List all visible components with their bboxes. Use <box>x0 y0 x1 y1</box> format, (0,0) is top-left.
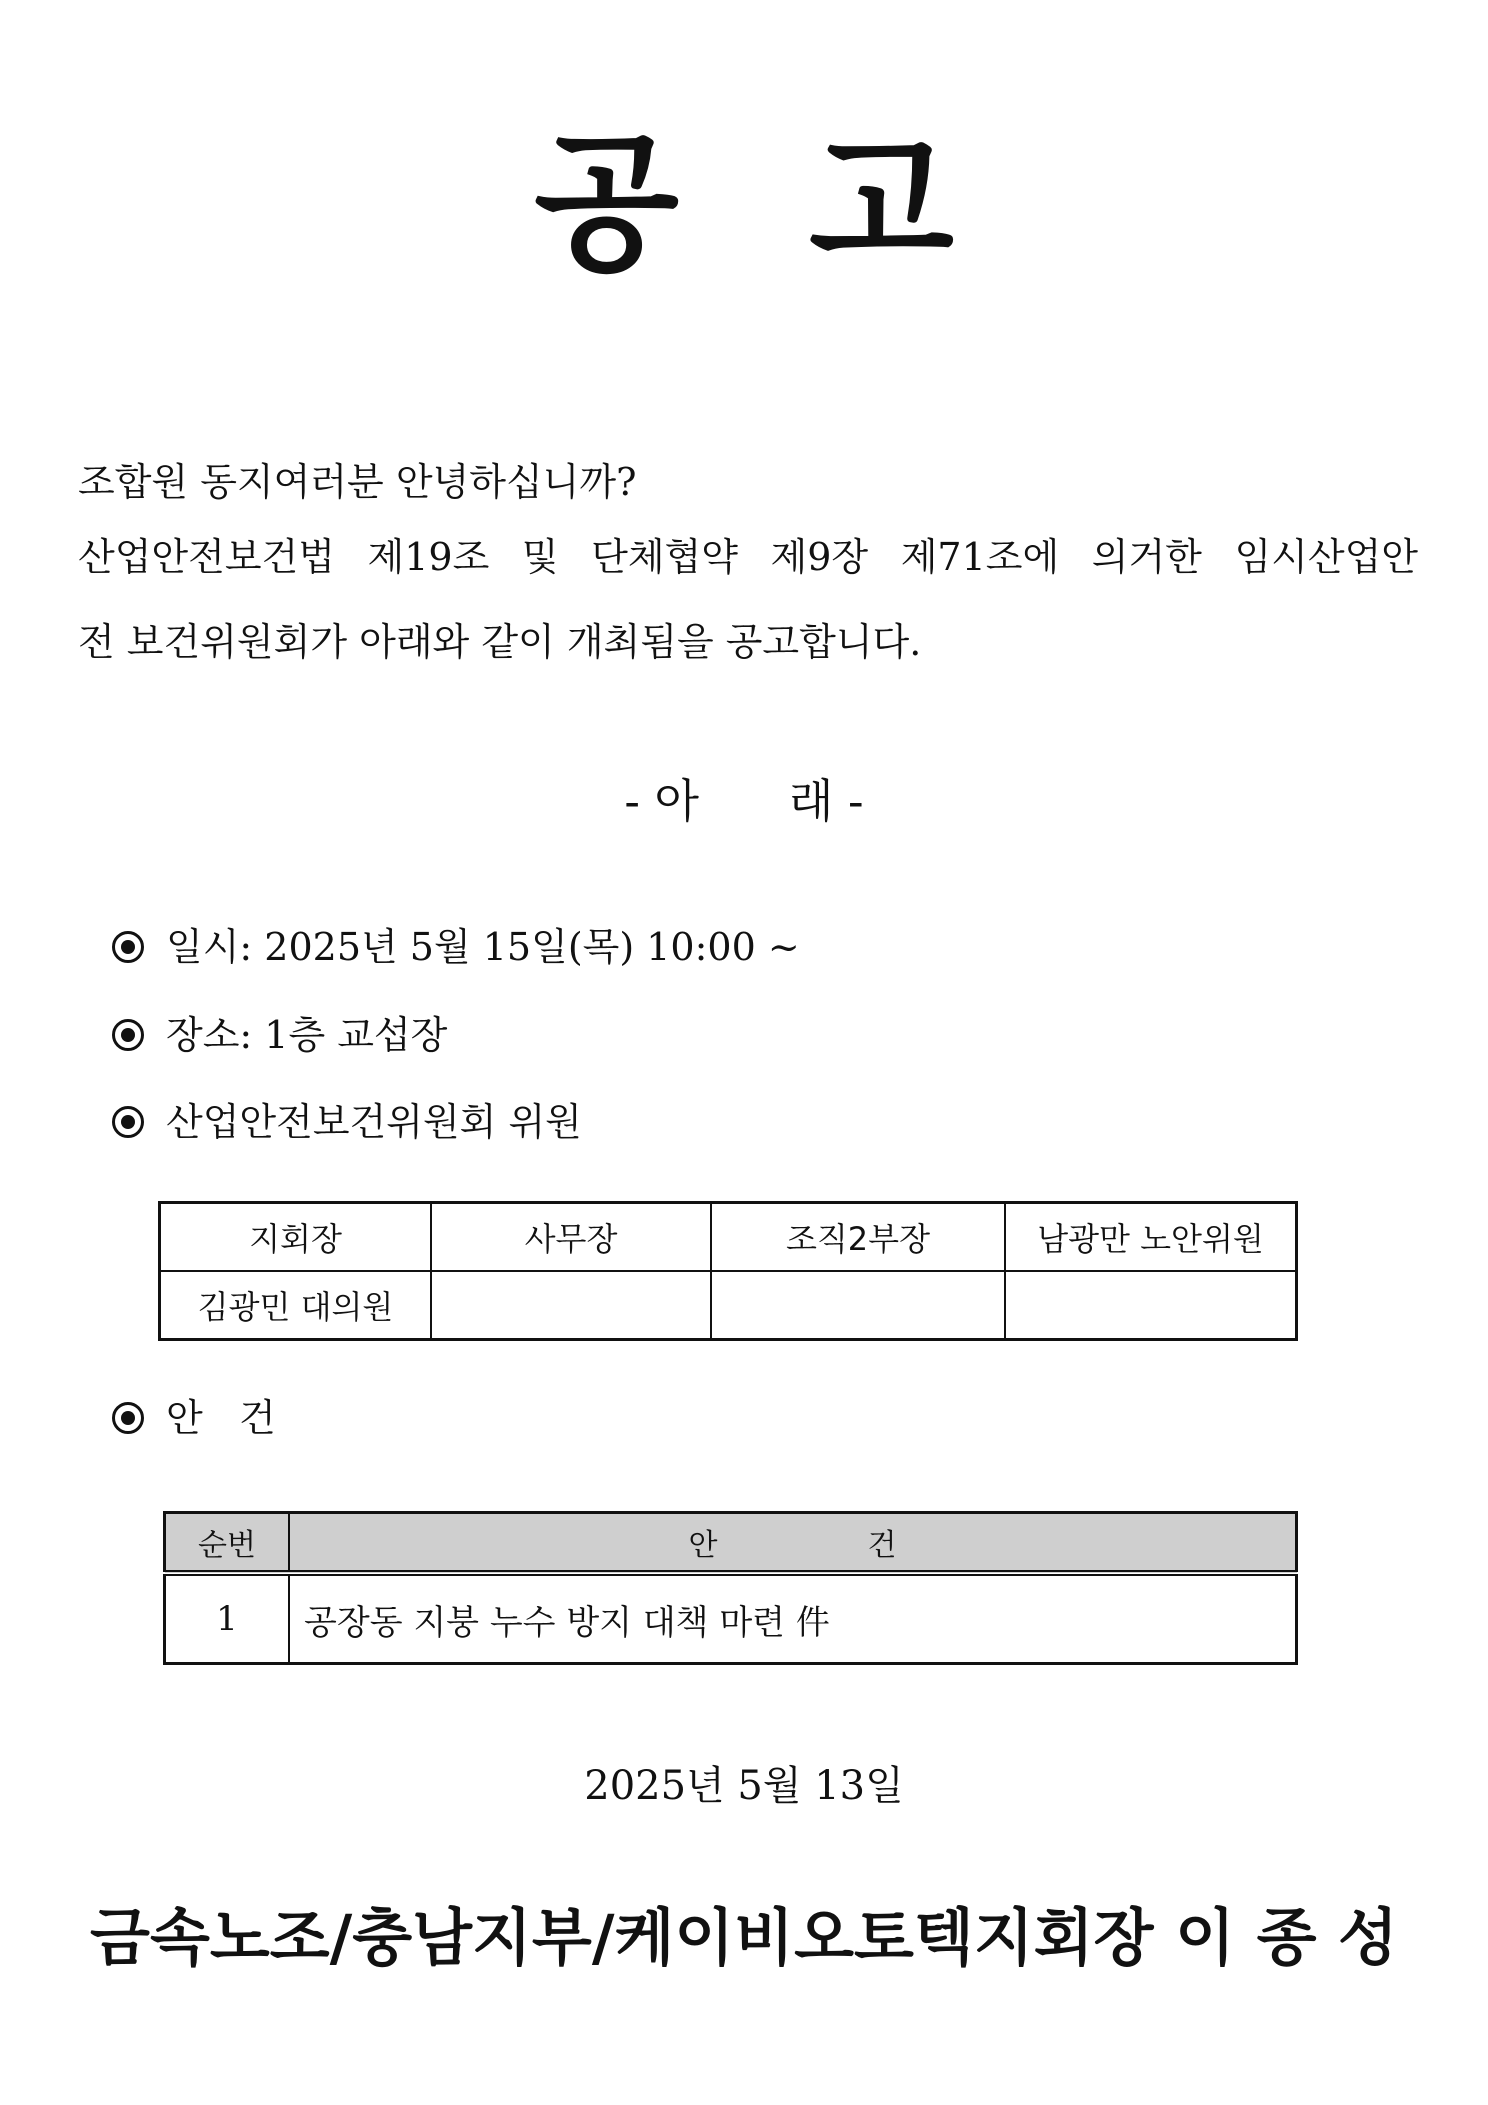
table-cell: 남광만 노안위원 <box>1005 1203 1297 1272</box>
bullet-circle-icon <box>112 1402 144 1434</box>
greeting: 조합원 동지여러분 안녕하십니까? <box>78 460 637 504</box>
table-cell <box>1005 1271 1297 1340</box>
table-row <box>160 1271 1297 1340</box>
table-cell: 지회장 <box>160 1203 432 1272</box>
title-char-2: 고 <box>809 118 954 292</box>
body-line-1: 산업안전보건법 제19조 및 단체협약 제9장 제71조에 의거한 임시산업안 <box>78 535 1418 579</box>
bullet-circle-icon <box>112 931 144 963</box>
table-cell: 조직2부장 <box>711 1203 1005 1272</box>
page-title <box>0 118 1488 292</box>
section-heading: - 아 래 - <box>624 774 864 828</box>
agenda-number: 1 <box>165 1573 290 1664</box>
notice-date: 2025년 5월 13일 <box>584 1763 904 1809</box>
bullet-members: 산업안전보건위원회 위원 <box>112 1100 582 1146</box>
table-row <box>165 1573 1297 1664</box>
title-char-1: 공 <box>534 118 679 292</box>
agenda-table <box>163 1511 1298 1665</box>
body-line-2: 전 보건위원회가 아래와 같이 개최됨을 공고합니다. <box>78 620 922 664</box>
bullet-agenda: 안 건 <box>112 1396 276 1442</box>
table-row <box>160 1203 1297 1272</box>
bullet-circle-icon <box>112 1019 144 1051</box>
table-cell <box>431 1271 711 1340</box>
bullet-place: 장소: 1층 교섭장 <box>112 1013 447 1059</box>
table-header-row <box>165 1513 1297 1574</box>
members-table <box>158 1201 1298 1341</box>
table-cell: 김광민 대의원 <box>160 1271 432 1340</box>
table-cell <box>711 1271 1005 1340</box>
table-cell: 사무장 <box>431 1203 711 1272</box>
header-number: 순번 <box>165 1513 290 1574</box>
bullet-datetime: 일시: 2025년 5월 15일(목) 10:00 ~ <box>112 925 800 971</box>
bullet-circle-icon <box>112 1106 144 1138</box>
signature: 금속노조/충남지부/케이비오토텍지회장 이 종 성 <box>90 1901 1398 1974</box>
agenda-item: 공장동 지붕 누수 방지 대책 마련 件 <box>289 1573 1297 1664</box>
header-item: 안 건 <box>289 1513 1297 1574</box>
